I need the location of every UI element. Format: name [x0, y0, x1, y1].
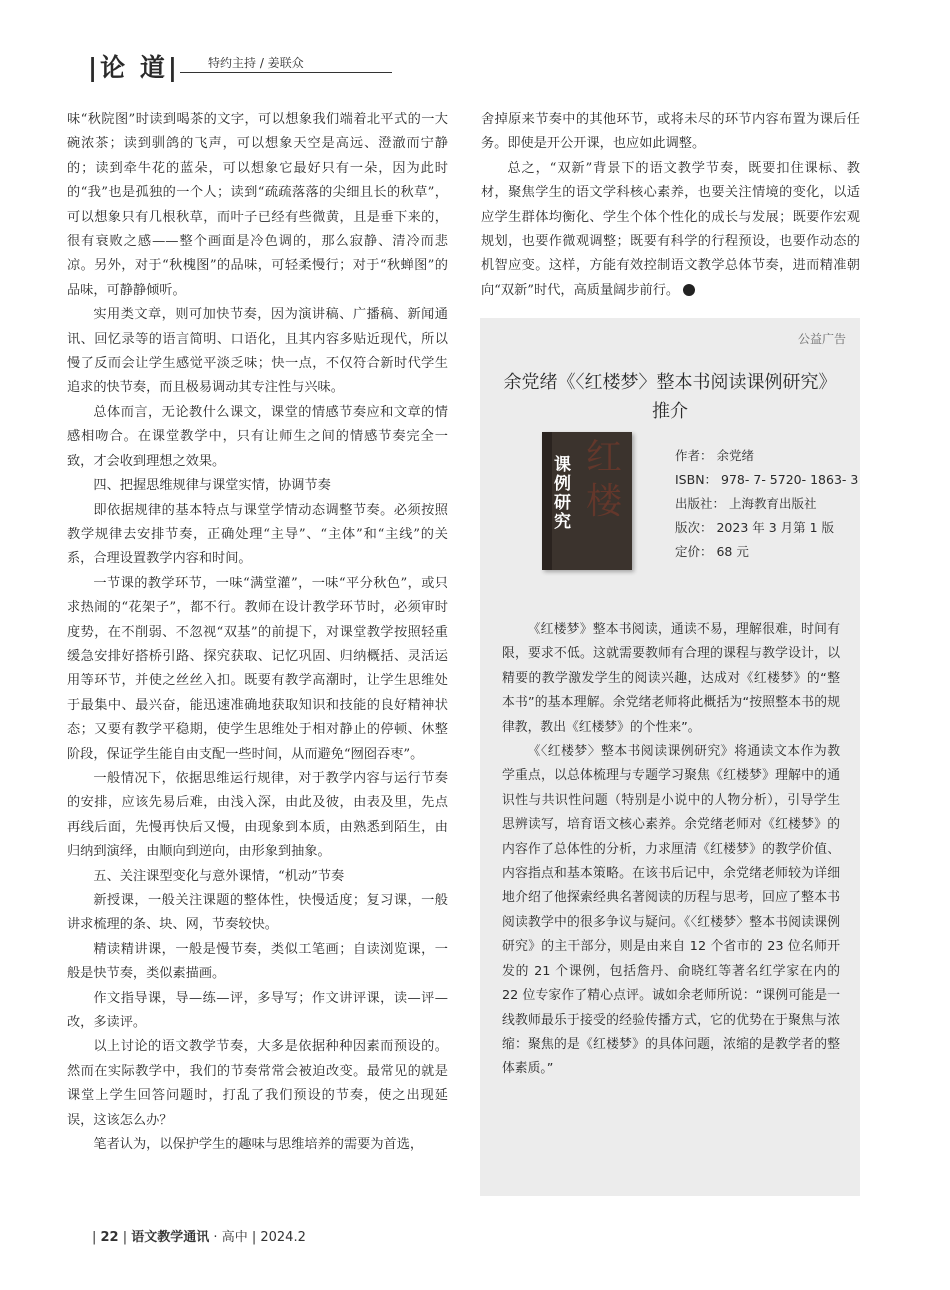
right-article-column: [481, 108, 860, 303]
ad-label: 公益广告: [797, 332, 846, 346]
journal-issue: 2024.2: [260, 1230, 306, 1245]
article-paragraph: 新授课，一般关注课题的整体性，快慢适度；复习课，一般讲求梳理的条、块、网，节奏较快。: [67, 893, 448, 933]
page-header: [88, 48, 388, 88]
article-paragraph: 即依据规律的基本特点与课堂学情动态调整节奏。必须按照教学规律去安排节奏，正确处理“主导”、“主体”和“主线”的关系，合理设置教学内容和时间。: [67, 502, 448, 567]
page-footer: | 22 | 语文教学通讯 · 高中 | 2024.2: [92, 1230, 306, 1245]
book-isbn: ISBN： 978- 7- 5720- 1863- 3: [675, 472, 859, 487]
book-edition: 版次： 2023 年 3 月第 1 版: [675, 520, 835, 535]
left-article-column: [67, 108, 448, 1157]
page-number: 22: [100, 1230, 119, 1245]
article-paragraph: 精读精讲课，一般是慢节奏，类似工笔画；自读浏览课，一般是快节奏，类似素描画。: [67, 941, 448, 982]
public-ad-box: [480, 318, 860, 1196]
article-paragraph: 总之，“双新”背景下的语文教学节奏，既要扣住课标、教材，聚焦学生的语文学科核心素养，也要关注情境的变化，以适应学生群体均衡化、学生个体个性化的成长与发展；既要作宏观规划，也要作微观调整；既要有科学的行程预设，也要作动态的机智应变。这样，方能有效控制语文教学总体节奏，进而精准朝向“双新”时代，高质量阔步前行。: [481, 160, 860, 298]
book-cover-title: 课例研究: [554, 455, 571, 532]
article-paragraph: 五、关注课型变化与意外课情，“机动”节奏: [93, 868, 345, 884]
article-paragraph: 一节课的教学环节，一味“满堂灌”，一味“平分秋色”，或只求热闹的“花架子”，都不行。教师在设计教学环节时，必须审时度势，在不削弱、不忽视“双基”的前提下，对课堂教学按照轻重缓急安排好搭桥引路、探究获取、记忆巩固、归纳概括、灵活运用等环节，并使之丝丝入扣。既要有教学高潮时，让学生思维处于最集中、最兴奋，能迅速准确地获取知识和技能的良好精神状态；又要有教学平稳期，使学生思维处于相对静止的停顿、休整阶段，保证学生能自由支配一些时间，从而避免“囫囵吞枣”。: [67, 575, 448, 762]
article-paragraph: 四、把握思维规律与课堂实情，协调节奏: [93, 478, 331, 494]
journal-name: 语文教学通讯: [131, 1230, 210, 1245]
book-author: 作者： 余党绪: [675, 448, 754, 463]
column-host: 特约主持 / 姜联众: [208, 56, 304, 70]
book-cover: [542, 432, 632, 570]
journal-section: 高中: [221, 1230, 248, 1245]
article-paragraph: 实用类文章，则可加快节奏，因为演讲稿、广播稿、新闻通讯、回忆录等的语言简明、口语化，且其内容多贴近现代，所以慢了反而会让学生感觉平淡乏味；快一点，不仅符合新时代学生追求的快节奏，而且极易调动其专注性与兴味。: [67, 307, 448, 396]
ad-body: [502, 618, 840, 1082]
ad-title-line2: 推介: [652, 401, 688, 422]
book-meta: [675, 444, 858, 564]
ad-paragraph: 《红楼梦》整本书阅读，通读不易，理解很难，时间有限，要求不低。这就需要教师有合理的课程与教学设计，以精要的教学激发学生的阅读兴趣，达成对《红楼梦》的“整本书”的基本理解。余党绪老师将此概括为“按照整本书的规律教，教出《红楼梦》的个性来”。: [502, 622, 840, 735]
header-divider: [180, 72, 392, 73]
book-price: 定价： 68 元: [675, 544, 749, 559]
article-paragraph: 总体而言，无论教什么课文，课堂的情感节奏应和文章的情感相吻合。在课堂教学中，只有让师生之间的情感节奏完全一致，才会收到理想之效果。: [67, 404, 448, 469]
book-spine: [542, 432, 552, 570]
article-paragraph: 笔者认为，以保护学生的趣味与思维培养的需要为首选，: [93, 1137, 424, 1153]
book-publisher: 出版社： 上海教育出版社: [675, 496, 817, 511]
ad-title: [480, 368, 860, 426]
ad-paragraph: 《〈红楼梦〉整本书阅读课例研究》将通读文本作为教学重点，以总体梳理与专题学习聚焦《红楼梦》理解中的通识性与共识性问题（特别是小说中的人物分析），引导学生思辨读写，培育语文核心素养。余党绪老师对《红楼梦》的内容作了总体性的分析，力求厘清《红楼梦》的教学价值、内容指点和基本策略。在该书后记中，余党绪老师较为详细地介绍了他探索经典名著阅读的历程与思考，回应了整本书阅读教学中的很多争议与疑问。《〈红楼梦〉整本书阅读课例研究》的主干部分，则是由来自 12 个省市的 23 位名师开发的 21 个课例，包括詹丹、俞晓红等著名红学家在内的 22 位专家作了精心点评。诚如余老师所说：“课例可能是一线教师最乐于接受的经验传播方式，它的优势在于聚焦与浓缩：聚焦的是《红楼梦》的具体问题，浓缩的是教学者的整体素质。”: [502, 744, 840, 1077]
ad-title-line1: 余党绪《〈红楼梦〉整本书阅读课例研究》: [503, 372, 837, 393]
article-paragraph: 一般情况下，依据思维运行规律，对于教学内容与运行节奏的安排，应该先易后难，由浅入深，由此及彼，由表及里，先点再线后面，先慢再快后又慢，由现象到本质，由熟悉到陌生，由归纳到演绎，由顺向到逆向，由形象到抽象。: [67, 770, 448, 860]
book-cover-calligraphy: 红楼: [586, 437, 623, 522]
article-paragraph: 作文指导课，导—练—评，多导写；作文讲评课，读—评—改，多读评。: [67, 990, 448, 1031]
column-logo: |论 道|: [88, 53, 180, 82]
article-paragraph: 味“秋院图”时读到喝茶的文字，可以想象我们端着北平式的一大碗浓茶；读到驯鸽的飞声，可以想象天空是高远、澄澈而宁静的；读到牵牛花的蓝朵，可以想象它最好只有一朵，因为此时的“我”也是孤独的一个人；读到“疏疏落落的尖细且长的秋草”，可以想象只有几根秋草，而叶子已经有些微黄，且是垂下来的，很有衰败之感——整个画面是冷色调的，那么寂静、清冷而悲凉。另外，对于“秋槐图”的品味，可轻柔慢行；对于“秋蝉图”的品味，可静静倾听。: [67, 112, 448, 298]
article-paragraph: 以上讨论的语文教学节奏，大多是依据种种因素而预设的。然而在实际教学中，我们的节奏常常会被迫改变。最常见的就是课堂上学生回答问题时，打乱了我们预设的节奏，使之出现延误，这该怎么办？: [67, 1039, 448, 1128]
article-paragraph: 舍掉原来节奏中的其他环节，或将未尽的环节内容布置为课后任务。即使是开公开课，也应如此调整。: [481, 112, 860, 152]
end-mark-icon: [683, 284, 695, 296]
